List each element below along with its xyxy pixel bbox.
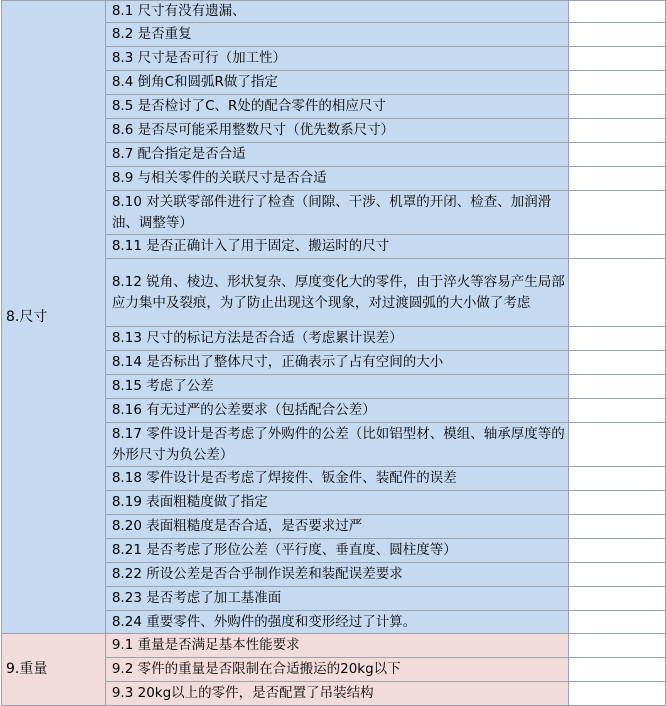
result-cell[interactable] xyxy=(569,375,666,399)
result-cell[interactable] xyxy=(569,467,666,491)
check-item-cell: 8.4 倒角C和圆弧R做了指定 xyxy=(105,71,568,95)
check-item-cell: 8.19 表面粗糙度做了指定 xyxy=(105,491,568,515)
check-item-cell: 9.3 20kg以上的零件，是否配置了吊装结构 xyxy=(105,682,568,706)
check-item-cell: 8.5 是否检讨了C、R处的配合零件的相应尺寸 xyxy=(105,95,568,119)
result-cell[interactable] xyxy=(569,682,666,706)
result-cell[interactable] xyxy=(569,167,666,191)
check-item-cell: 8.22 所设公差是否合乎制作误差和装配误差要求 xyxy=(105,563,568,587)
result-cell[interactable] xyxy=(569,399,666,423)
check-item-cell: 9.1 重量是否满足基本性能要求 xyxy=(105,634,568,658)
result-cell[interactable] xyxy=(569,71,666,95)
check-item-cell: 8.10 对关联零部件进行了检查（间隙、干涉、机罩的开闭、检查、加润滑油、调整等） xyxy=(105,191,568,235)
check-item-cell: 8.14 是否标出了整体尺寸，正确表示了占有空间的大小 xyxy=(105,351,568,375)
result-cell[interactable] xyxy=(569,235,666,259)
check-item-cell: 8.13 尺寸的标记方法是否合适（考虑累计误差） xyxy=(105,327,568,351)
result-cell[interactable] xyxy=(569,491,666,515)
check-item-cell: 8.15 考虑了公差 xyxy=(105,375,568,399)
result-cell[interactable] xyxy=(569,327,666,351)
check-item-cell: 8.11 是否正确计入了用于固定、搬运时的尺寸 xyxy=(105,235,568,259)
check-item-cell: 8.17 零件设计是否考虑了外购件的公差（比如铝型材、模组、轴承厚度等的外形尺寸为负公差） xyxy=(105,423,568,467)
category-cell: 8.尺寸 xyxy=(2,1,106,634)
check-item-cell: 8.3 尺寸是否可行（加工性） xyxy=(105,47,568,71)
check-item-cell: 8.18 零件设计是否考虑了焊接件、钣金件、装配件的误差 xyxy=(105,467,568,491)
check-item-cell: 8.12 锐角、棱边、形状复杂、厚度变化大的零件，由于淬火等容易产生局部应力集中及裂痕，为了防止出现这个现象，对过渡圆弧的大小做了考虑 xyxy=(105,259,568,327)
checklist-table xyxy=(1,0,666,706)
result-cell[interactable] xyxy=(569,587,666,611)
category-cell: 9.重量 xyxy=(2,634,106,706)
check-item-cell: 8.20 表面粗糙度是否合适，是否要求过严 xyxy=(105,515,568,539)
result-cell[interactable] xyxy=(569,95,666,119)
result-cell[interactable] xyxy=(569,191,666,235)
result-cell[interactable] xyxy=(569,1,666,23)
result-cell[interactable] xyxy=(569,423,666,467)
check-item-cell: 8.24 重要零件、外购件的强度和变形经过了计算。 xyxy=(105,611,568,634)
result-cell[interactable] xyxy=(569,259,666,327)
table-row xyxy=(2,634,666,658)
result-cell[interactable] xyxy=(569,611,666,634)
result-cell[interactable] xyxy=(569,119,666,143)
check-item-cell: 8.1 尺寸有没有遗漏、 xyxy=(105,1,568,23)
result-cell[interactable] xyxy=(569,515,666,539)
check-item-cell: 8.23 是否考虑了加工基准面 xyxy=(105,587,568,611)
result-cell[interactable] xyxy=(569,23,666,47)
result-cell[interactable] xyxy=(569,143,666,167)
result-cell[interactable] xyxy=(569,658,666,682)
result-cell[interactable] xyxy=(569,634,666,658)
result-cell[interactable] xyxy=(569,351,666,375)
table-row xyxy=(2,1,666,23)
result-cell[interactable] xyxy=(569,47,666,71)
check-item-cell: 8.6 是否尽可能采用整数尺寸（优先数系尺寸） xyxy=(105,119,568,143)
check-item-cell: 8.2 是否重复 xyxy=(105,23,568,47)
check-item-cell: 9.2 零件的重量是否限制在合适搬运的20kg以下 xyxy=(105,658,568,682)
check-item-cell: 8.9 与相关零件的关联尺寸是否合适 xyxy=(105,167,568,191)
check-item-cell: 8.7 配合指定是否合适 xyxy=(105,143,568,167)
result-cell[interactable] xyxy=(569,563,666,587)
check-item-cell: 8.16 有无过严的公差要求（包括配合公差） xyxy=(105,399,568,423)
check-item-cell: 8.21 是否考虑了形位公差（平行度、垂直度、圆柱度等） xyxy=(105,539,568,563)
result-cell[interactable] xyxy=(569,539,666,563)
checklist-body xyxy=(2,1,666,706)
